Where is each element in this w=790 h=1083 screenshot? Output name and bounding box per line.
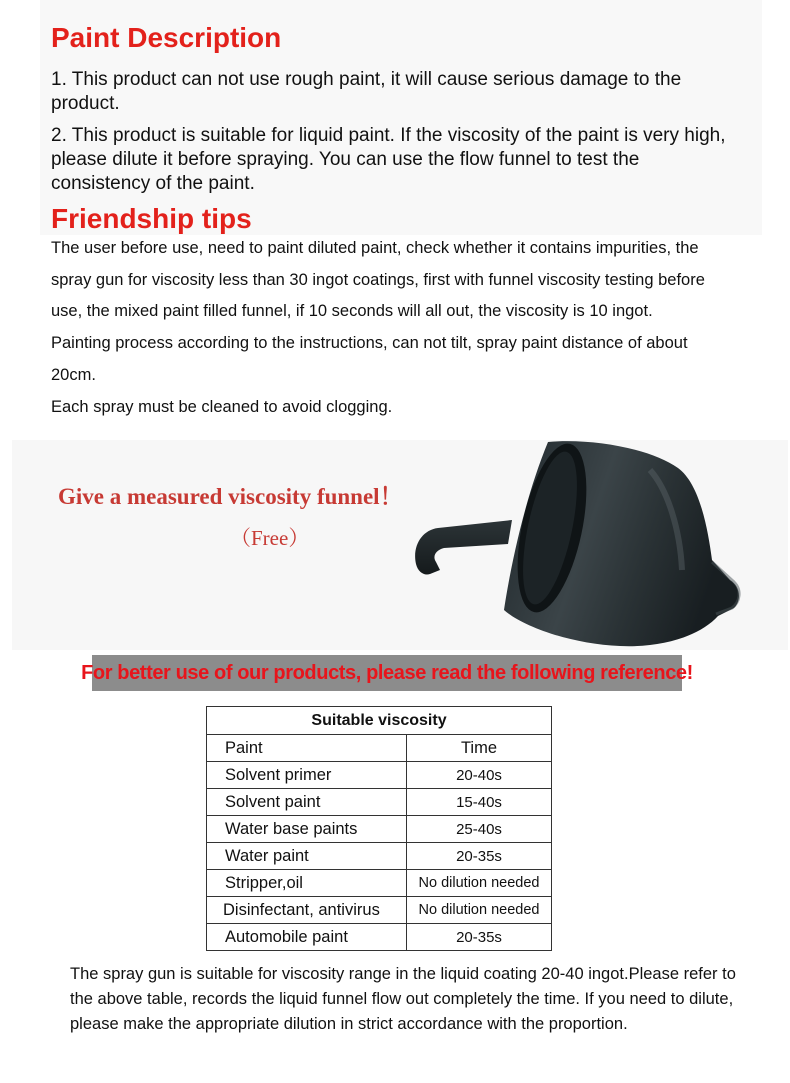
time-cell: 15-40s [407,789,552,816]
column-header-paint: Paint [207,735,407,762]
paint-cell: Disinfectant, antivirus [207,897,407,924]
footer-note: The spray gun is suitable for viscosity range in the liquid coating 20-40 ingot.Please refer to the above table, records the liquid funnel flow out completely the time. If you need to dilute, please make the appropriate dilution in strict accordance with the proportion. [70,965,736,1033]
paint-description-heading: Paint Description [51,22,282,53]
table-title: Suitable viscosity [207,707,552,735]
time-cell: No dilution needed [407,897,552,924]
tip-line: Each spray must be cleaned to avoid clogging. [51,398,393,416]
paint-description-item-1: 1. This product can not use rough paint, it will cause serious damage to the product. [51,69,682,114]
tip-line: 20cm. [51,366,96,384]
tip-line: The user before use, need to paint diluted paint, check whether it contains impurities, the [51,239,699,257]
funnel-promo-free: （Free） [230,526,310,550]
time-cell: 25-40s [407,816,552,843]
paint-cell: Water base paints [207,816,407,843]
paint-cell: Stripper,oil [207,870,407,897]
table-row [207,762,552,789]
viscosity-table [206,706,552,951]
tip-line: use, the mixed paint filled funnel, if 10 seconds will all out, the viscosity is 10 ingot. [51,302,653,320]
time-cell: No dilution needed [407,870,552,897]
paint-cell: Automobile paint [207,924,407,951]
paint-description-item-2: 2. This product is suitable for liquid paint. If the viscosity of the paint is very high, please dilute it before spraying. You can use the flow funnel to test the consistency of the paint. [51,125,726,194]
reference-banner-text: For better use of our products, please read the following reference! [81,661,693,684]
table-row [207,816,552,843]
paint-cell: Solvent paint [207,789,407,816]
time-cell: 20-40s [407,762,552,789]
table-row [207,924,552,951]
table-row [207,870,552,897]
viscosity-funnel-image [400,440,750,655]
tip-line: Painting process according to the instructions, can not tilt, spray paint distance of about [51,334,688,352]
table-title-row [207,707,552,735]
time-cell: 20-35s [407,843,552,870]
funnel-promo-title: Give a measured viscosity funnel！ [58,484,403,509]
time-cell: 20-35s [407,924,552,951]
friendship-tips-heading: Friendship tips [51,203,252,234]
table-header-row [207,735,552,762]
table-row [207,789,552,816]
table-row [207,843,552,870]
table-row [207,897,552,924]
column-header-time: Time [407,735,552,762]
tip-line: spray gun for viscosity less than 30 ingot coatings, first with funnel viscosity testing before [51,271,705,289]
reference-banner [81,655,693,691]
paint-cell: Solvent primer [207,762,407,789]
paint-cell: Water paint [207,843,407,870]
